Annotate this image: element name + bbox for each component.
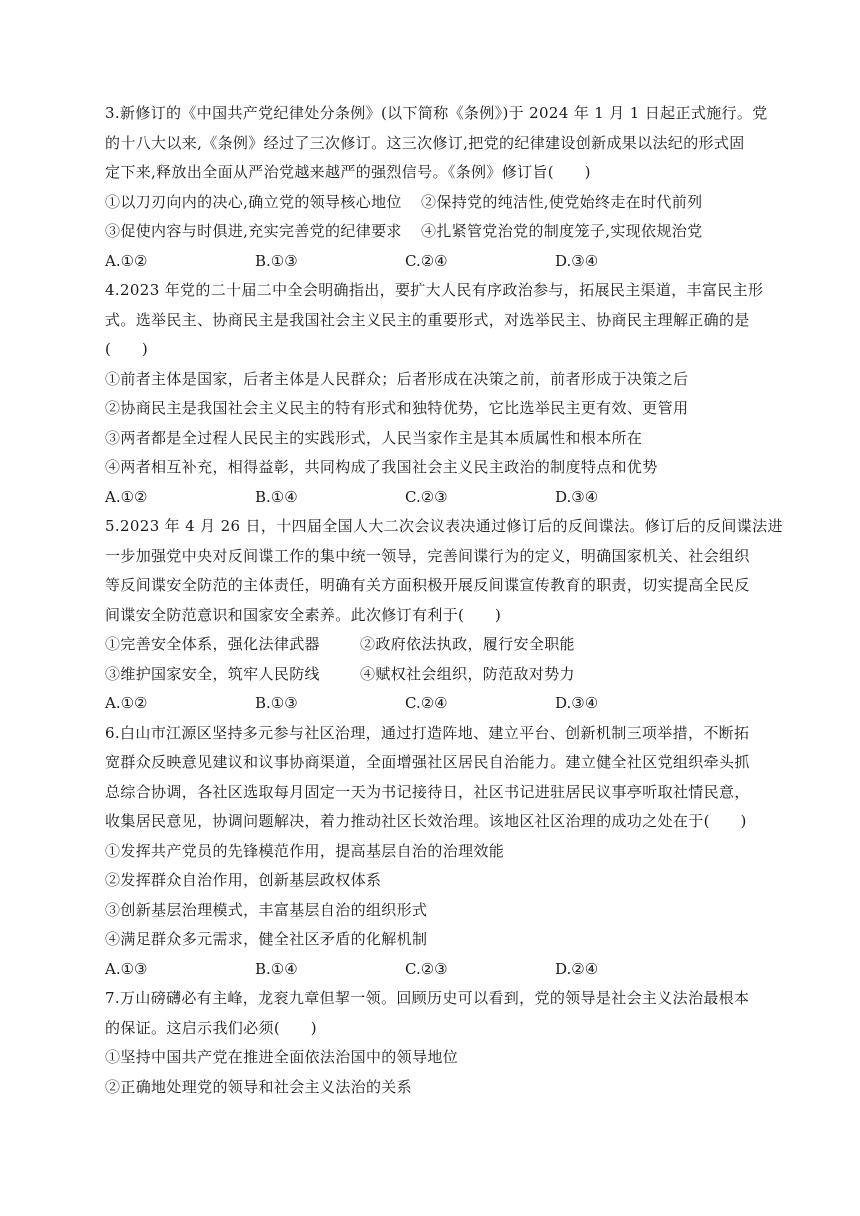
question-5 xyxy=(105,512,783,719)
question-4-option-b[interactable]: B.①④ xyxy=(255,487,298,506)
question-5-item-3: ③维护国家安全，筑牢人民防线 xyxy=(105,664,320,683)
question-3-item-4: ④扎紧管党治党的制度笼子,实现依规治党 xyxy=(421,222,703,240)
question-4-item-3: ③两者都是全过程人民民主的实践形式，人民当家作主是其本质属性和根本所在 xyxy=(105,428,643,447)
question-6-options xyxy=(105,955,765,985)
question-5-stem-line-1: 5.2023 年 4 月 26 日，十四届全国人大二次会议表决通过修订后的反间谍法。修订后的反间谍法进 xyxy=(105,517,783,535)
question-6-item-1: ①发挥共产党员的先锋模范作用，提高基层自治的治理效能 xyxy=(105,841,505,860)
question-6-option-b[interactable]: B.①④ xyxy=(255,959,298,978)
question-5-item-2: ②政府依法执政，履行安全职能 xyxy=(360,635,575,653)
question-7-stem-line-1: 7.万山磅礴必有主峰，龙衮九章但挈一领。回顾历史可以看到，党的领导是社会主义法治最根本 xyxy=(105,989,750,1007)
exam-page xyxy=(105,99,783,1102)
question-3-item-2: ②保持党的纯洁性,使党始终走在时代前列 xyxy=(421,192,703,211)
question-4-item-2: ②协商民主是我国社会主义民主的特有形式和独特优势，它比选举民主更有效、更管用 xyxy=(105,399,689,417)
question-6-option-a[interactable]: A.①③ xyxy=(105,959,148,978)
question-5-items-row-2 xyxy=(105,660,765,690)
question-4-option-d[interactable]: D.③④ xyxy=(555,487,599,506)
question-5-option-b[interactable]: B.①③ xyxy=(255,694,298,712)
question-4-option-a[interactable]: A.①② xyxy=(105,487,148,506)
question-5-item-4: ④赋权社会组织，防范敌对势力 xyxy=(360,664,575,683)
question-3-stem-line-3: 定下来,释放出全面从严治党越来越严的强烈信号。《条例》修订旨( ) xyxy=(105,163,591,181)
question-6-item-2: ②发挥群众自治作用，创新基层政权体系 xyxy=(105,871,382,889)
question-7-stem-line-2: 的保证。这启示我们必须( ) xyxy=(105,1018,317,1037)
question-5-options xyxy=(105,689,765,719)
question-5-stem-line-2: 一步加强党中央对反间谍工作的集中统一领导，完善间谍行为的定义，明确国家机关、社会组织 xyxy=(105,546,750,565)
question-3-items-row-1 xyxy=(105,188,765,218)
question-3-options xyxy=(105,247,765,277)
question-4-item-1: ①前者主体是国家，后者主体是人民群众；后者形成在决策之前，前者形成于决策之后 xyxy=(105,369,689,388)
question-3-item-3: ③促使内容与时俱进,充实完善党的纪律要求 xyxy=(105,222,402,240)
question-6-option-c[interactable]: C.②③ xyxy=(405,959,448,978)
question-4-item-4: ④两者相互补充，相得益彰，共同构成了我国社会主义民主政治的制度特点和优势 xyxy=(105,458,658,476)
question-5-option-d[interactable]: D.③④ xyxy=(555,694,599,712)
question-3-option-b[interactable]: B.①③ xyxy=(255,251,298,270)
question-6-item-3: ③创新基层治理模式，丰富基层自治的组织形式 xyxy=(105,900,428,919)
question-4-stem-line-3: ( ) xyxy=(105,340,149,358)
question-5-option-c[interactable]: C.②④ xyxy=(405,694,448,712)
question-5-stem-line-3: 等反间谍安全防范的主体责任，明确有关方面积极开展反间谍宣传教育的职责，切实提高全民反 xyxy=(105,576,750,594)
question-6-stem-line-4: 收集居民意见，协调问题解决，着力推动社区长效治理。该地区社区治理的成功之处在于( ) xyxy=(105,812,747,830)
question-6 xyxy=(105,719,765,985)
question-5-items-row-1 xyxy=(105,630,765,660)
question-5-stem-line-4: 间谍安全防范意识和国家安全素养。此次修订有利于( ) xyxy=(105,605,502,624)
question-6-item-4: ④满足群众多元需求，健全社区矛盾的化解机制 xyxy=(105,930,428,948)
question-3-option-d[interactable]: D.③④ xyxy=(555,251,599,270)
question-4-options xyxy=(105,483,765,513)
question-3-stem-line-1: 3.新修订的《中国共产党纪律处分条例》(以下简称《条例》)于 2024 年 1 月 1 日起正式施行。党 xyxy=(105,104,768,122)
question-4 xyxy=(105,276,765,512)
question-6-stem-line-3: 总综合协调，各社区选取每月固定一天为书记接待日，社区书记进驻居民议事亭听取社情民意， xyxy=(105,782,750,801)
question-3-stem-line-2: 的十八大以来,《条例》经过了三次修订。这三次修订,把党的纪律建设创新成果以法纪的形式固 xyxy=(105,133,745,152)
question-6-option-d[interactable]: D.②④ xyxy=(555,959,599,978)
question-4-option-c[interactable]: C.②③ xyxy=(405,487,448,506)
question-4-stem-line-2: 式。选举民主、协商民主是我国社会主义民主的重要形式，对选举民主、协商民主理解正确的是 xyxy=(105,310,750,329)
question-3 xyxy=(105,99,768,276)
question-3-item-1: ①以刀刃向内的决心,确立党的领导核心地位 xyxy=(105,192,402,211)
question-4-stem-line-1: 4.2023 年党的二十届二中全会明确指出，要扩大人民有序政治参与，拓展民主渠道，丰富民主形 xyxy=(105,281,764,299)
question-7-item-1: ①坚持中国共产党在推进全面依法治国中的领导地位 xyxy=(105,1048,459,1066)
question-5-item-1: ①完善安全体系，强化法律武器 xyxy=(105,635,320,653)
question-6-stem-line-1: 6.白山市江源区坚持多元参与社区治理，通过打造阵地、建立平台、创新机制三项举措，不断拓 xyxy=(105,723,750,742)
question-3-items-row-2 xyxy=(105,217,765,247)
question-7 xyxy=(105,984,765,1102)
question-6-stem-line-2: 宽群众反映意见建议和议事协商渠道，全面增强社区居民自治能力。建立健全社区党组织牵头抓 xyxy=(105,753,750,771)
question-7-item-2: ②正确地处理党的领导和社会主义法治的关系 xyxy=(105,1077,413,1096)
question-3-option-a[interactable]: A.①② xyxy=(105,251,148,270)
question-5-option-a[interactable]: A.①② xyxy=(105,694,148,712)
question-3-option-c[interactable]: C.②④ xyxy=(405,251,448,270)
